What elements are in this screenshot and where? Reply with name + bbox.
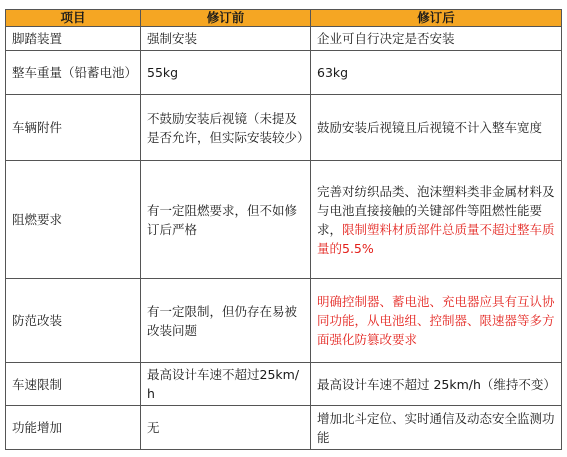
after-cell: 鼓励安装后视镜且后视镜不计入整车宽度 <box>311 95 562 161</box>
after-highlight: 明确控制器、蓄电池、充电器应具有互认协同功能，从电池组、控制器、限速器等多方面强化防篡改要求 <box>317 294 555 347</box>
header-row <box>6 10 562 27</box>
item-cell: 车速限制 <box>6 363 141 406</box>
comparison-table <box>5 9 562 450</box>
after-cell: 增加北斗定位、实时通信及动态安全监测功能 <box>311 406 562 450</box>
header-before: 修订前 <box>141 10 311 27</box>
after-highlight: 限制塑料材质部件总质量不超过整车质量的5.5% <box>317 221 555 256</box>
before-cell: 有一定限制，但仍存在易被改装问题 <box>141 279 311 363</box>
before-cell: 无 <box>141 406 311 450</box>
table-row <box>6 363 562 406</box>
item-cell: 功能增加 <box>6 406 141 450</box>
header-item: 项目 <box>6 10 141 27</box>
item-cell: 车辆附件 <box>6 95 141 161</box>
header-after: 修订后 <box>311 10 562 27</box>
table-row <box>6 279 562 363</box>
table-row <box>6 161 562 279</box>
table-row <box>6 27 562 51</box>
after-cell: 企业可自行决定是否安装 <box>311 27 562 51</box>
item-cell: 脚踏装置 <box>6 27 141 51</box>
item-cell: 阻燃要求 <box>6 161 141 279</box>
table-row <box>6 95 562 161</box>
before-cell: 最高设计车速不超过25km/h <box>141 363 311 406</box>
item-cell: 整车重量（铅蓄电池） <box>6 51 141 95</box>
item-cell: 防范改装 <box>6 279 141 363</box>
before-cell: 55kg <box>141 51 311 95</box>
after-text: 完善对纺织品类、泡沫塑料类非金属材料及与电池直接接触的关键部件等阻燃性能要求， <box>317 183 555 237</box>
after-cell: 最高设计车速不超过 25km/h（维持不变） <box>311 363 562 406</box>
after-cell <box>311 161 562 279</box>
table-row <box>6 51 562 95</box>
before-cell: 有一定阻燃要求，但不如修订后严格 <box>141 161 311 279</box>
after-cell: 63kg <box>311 51 562 95</box>
table-row <box>6 406 562 450</box>
before-cell: 不鼓励安装后视镜（未提及是否允许，但实际安装较少） <box>141 95 311 161</box>
before-cell: 强制安装 <box>141 27 311 51</box>
after-cell <box>311 279 562 363</box>
